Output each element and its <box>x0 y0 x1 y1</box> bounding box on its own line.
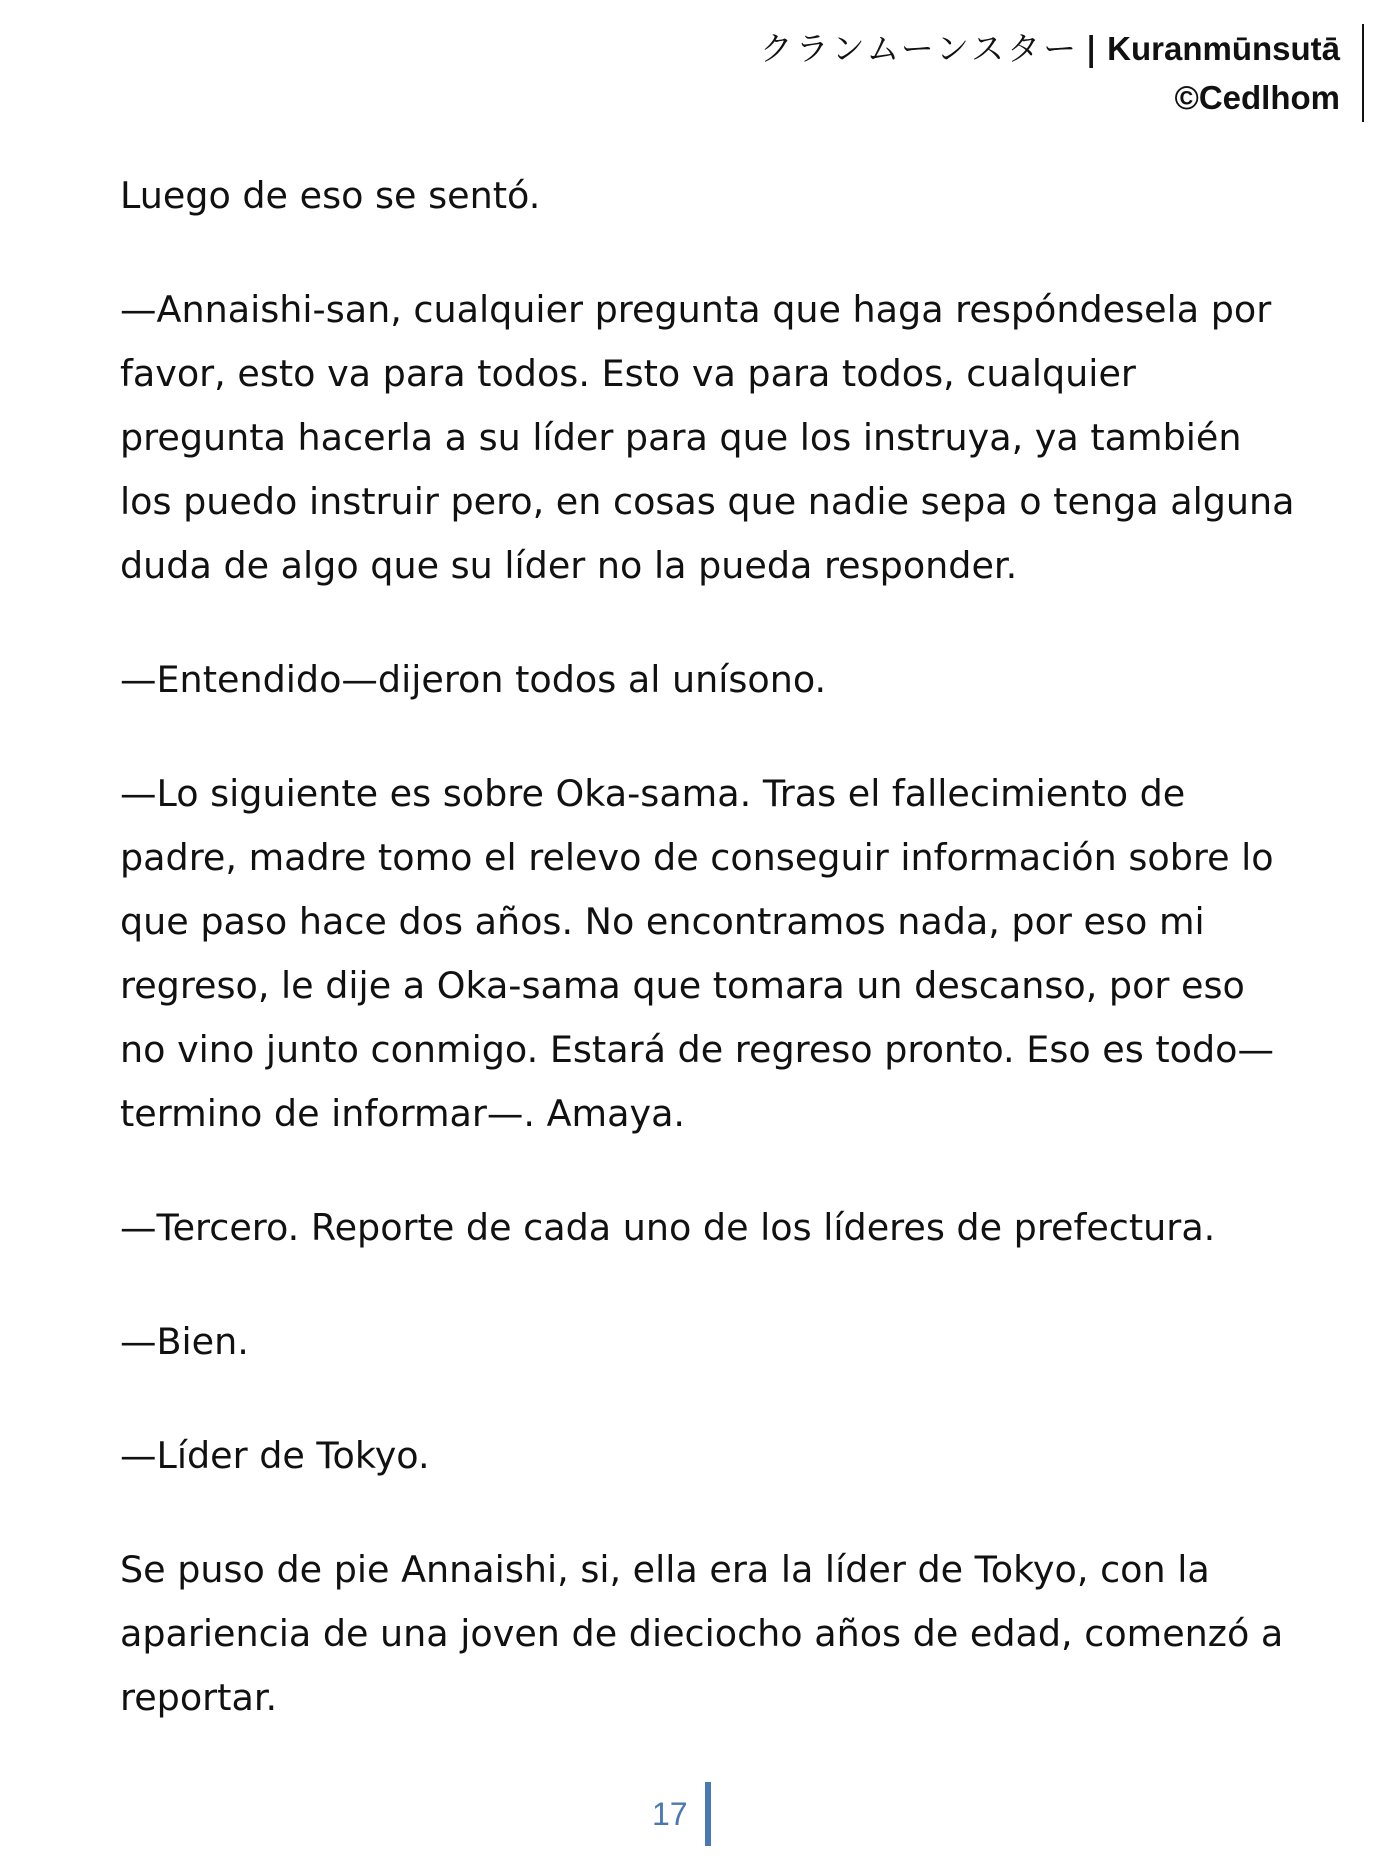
paragraph: —Entendido—dijeron todos al unísono. <box>120 658 827 701</box>
header-romaji-title: Kuranmūnsutā <box>1107 30 1340 67</box>
paragraph: —Annaishi-san, cualquier pregunta que haga respóndesela por favor, esto va para todos. Esto va para todos, cualquier pregunta hacerla a su líder para que los instruya, ya también los puedo instruir pero, en cosas que nadie sepa o tenga alguna duda de algo que su líder no la pueda responder. <box>120 288 1295 587</box>
paragraph: Luego de eso se sentó. <box>120 174 541 217</box>
paragraph: —Tercero. Reporte de cada uno de los líderes de prefectura. <box>120 1206 1216 1249</box>
paragraph: —Bien. <box>120 1320 249 1363</box>
document-body <box>120 164 1300 1780</box>
paragraph: —Líder de Tokyo. <box>120 1434 430 1477</box>
page-number-bar <box>705 1782 711 1846</box>
header-copyright: ©Cedlhom <box>1174 79 1340 116</box>
paragraph: Se puso de pie Annaishi, si, ella era la líder de Tokyo, con la apariencia de una joven de dieciocho años de edad, comenzó a reportar. <box>120 1548 1284 1719</box>
header-separator: | <box>1085 29 1098 68</box>
header-japanese-title: クランムーンスター <box>759 29 1080 68</box>
page-header <box>640 24 1364 122</box>
header-title-line <box>640 24 1340 74</box>
page-footer <box>0 1782 1400 1846</box>
paragraph: —Lo siguiente es sobre Oka-sama. Tras el fallecimiento de padre, madre tomo el relevo de conseguir información sobre lo que paso hace dos años. No encontramos nada, por eso mi regreso, le dije a Oka-sama que tomara un descanso, por eso no vino junto conmigo. Estará de regreso pronto. Eso es todo—termino de informar—. Amaya. <box>120 772 1274 1135</box>
page-number: 17 <box>652 1796 688 1832</box>
